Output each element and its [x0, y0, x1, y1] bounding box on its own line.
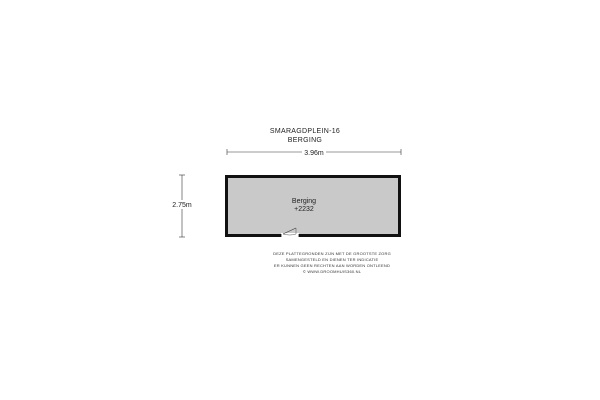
- disclaimer-line-2: SAMENGESTELD EN DIENEN TER INDICATIE: [285, 257, 379, 262]
- disclaimer-line-1: DEZE PLATTEGRONDEN ZIJN MET DE GROOTSTE ZORG: [273, 251, 391, 256]
- disclaimer-line-3: ER KUNNEN GEEN RECHTEN AAN WORDEN ONTLEEND: [273, 263, 391, 268]
- height-dimension: [168, 175, 196, 237]
- width-dimension-label: 3.96m: [304, 150, 324, 157]
- room-level: +2232: [294, 206, 314, 213]
- height-dimension-label: 2.75m: [172, 202, 192, 209]
- room-berging: [225, 175, 401, 238]
- disclaimer-line-4: © WWW.DROOMHUIS360.NL: [302, 269, 362, 274]
- width-dimension: [227, 148, 401, 157]
- room-name: Berging: [291, 198, 317, 205]
- disclaimer: [232, 251, 432, 275]
- subtitle-label: BERGING: [287, 137, 323, 144]
- address-label: SMARAGDPLEIN-16: [269, 128, 341, 135]
